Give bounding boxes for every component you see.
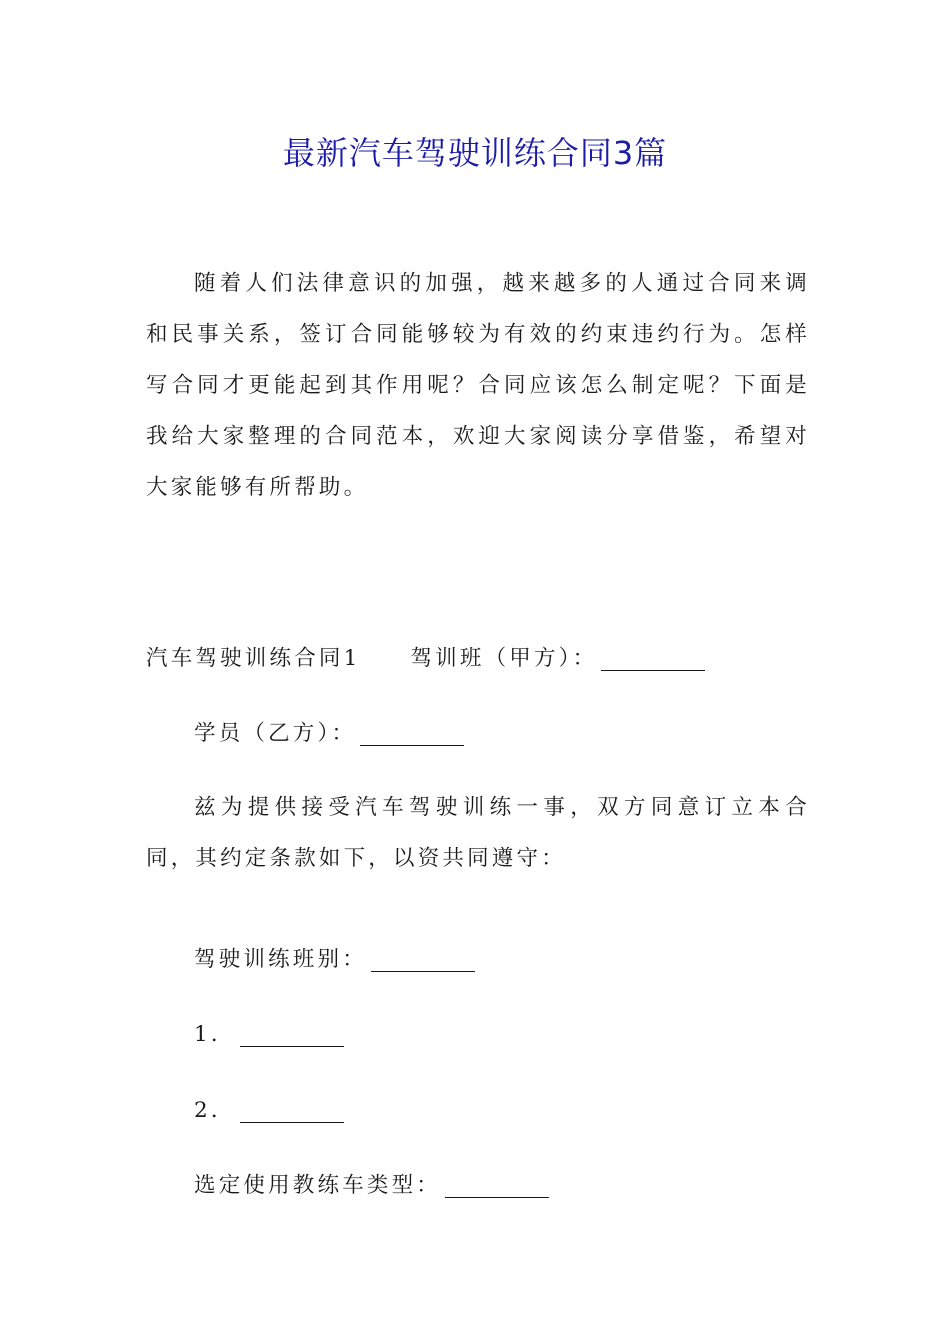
car-type-blank[interactable] [445, 1175, 549, 1198]
item-1-line [194, 1009, 344, 1060]
class-label: 驾驶训练班别： [194, 947, 367, 972]
party-b-label: 学员（乙方）： [194, 721, 357, 746]
item-2-blank[interactable] [240, 1100, 344, 1123]
contract-heading: 汽车驾驶训练合同1 [146, 646, 361, 671]
agreement-paragraph: 兹为提供接受汽车驾驶训练一事，双方同意订立本合同，其约定条款如下，以资共同遵守： [146, 795, 810, 871]
class-line [194, 934, 475, 985]
party-b-blank[interactable] [360, 723, 464, 746]
car-type-label: 选定使用教练车类型： [194, 1173, 442, 1198]
car-type-line [194, 1160, 549, 1211]
item-2-line [194, 1085, 344, 1136]
item-2-label: 2． [194, 1098, 236, 1123]
item-1-label: 1． [194, 1022, 236, 1047]
item-1-blank[interactable] [240, 1024, 344, 1047]
party-b-line [194, 708, 464, 759]
party-a-blank[interactable] [601, 648, 705, 671]
party-a-label: 驾训班（甲方）： [410, 646, 598, 671]
class-blank[interactable] [371, 949, 475, 972]
document-title: 最新汽车驾驶训练合同3篇 [282, 134, 668, 172]
intro-paragraph: 随着人们法律意识的加强，越来越多的人通过合同来调和民事关系，签订合同能够较为有效的约束违约行为。怎样写合同才更能起到其作用呢？合同应该怎么制定呢？下面是我给大家整理的合同范本，欢迎大家阅读分享借鉴，希望对大家能够有所帮助。 [146, 271, 810, 500]
contract-heading-line [146, 633, 705, 684]
